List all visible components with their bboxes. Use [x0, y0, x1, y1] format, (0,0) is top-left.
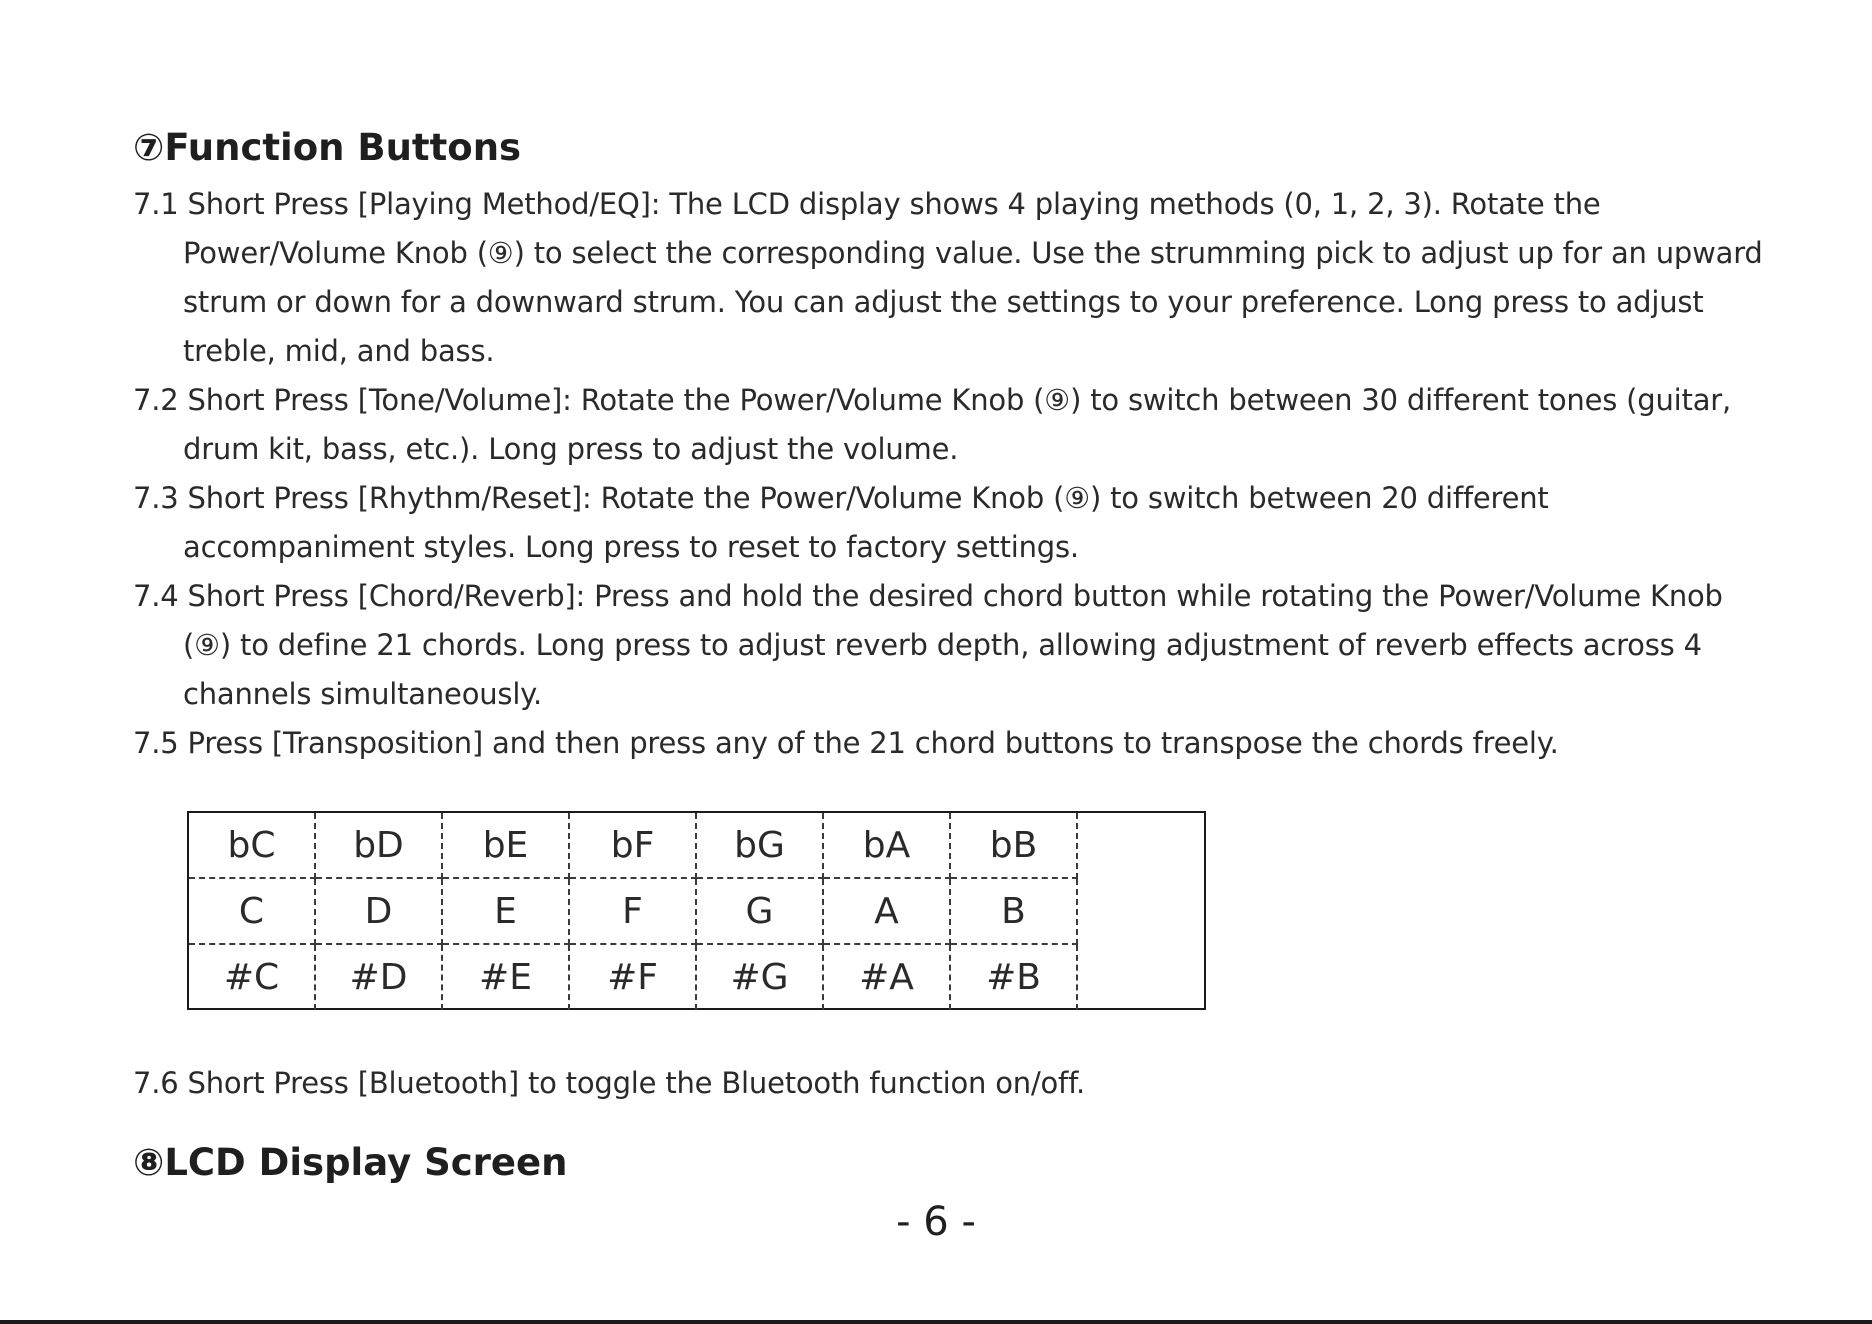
chord-cell: #A: [824, 945, 951, 1010]
chord-cell: bG: [697, 813, 824, 879]
list-item: 7.1 Short Press [Playing Method/EQ]: The LCD display shows 4 playing methods (0, 1, 2, 3). Rotate the Power/Volume Knob (⑨) to select the corresponding value. Use the strumming pick to adjust up for an upward strum or down for a downward strum. You can adjust the settings to your preference. Long press to adjust treble, mid, and bass.: [133, 187, 1763, 368]
chord-table: [187, 811, 1206, 1010]
chord-cell: bE: [443, 813, 570, 879]
chord-cell: B: [951, 879, 1078, 945]
chord-cell: bA: [824, 813, 951, 879]
chord-cell: F: [570, 879, 697, 945]
page-number: - 6 -: [896, 1199, 976, 1245]
list-item: 7.2 Short Press [Tone/Volume]: Rotate the Power/Volume Knob (⑨) to switch between 30 different tones (guitar, drum kit, bass, etc.). Long press to adjust the volume.: [133, 383, 1732, 466]
chord-cell: C: [189, 879, 316, 945]
chord-cell: #F: [570, 945, 697, 1010]
chord-cell: #C: [189, 945, 316, 1010]
chord-cell: #B: [951, 945, 1078, 1010]
chord-cell: A: [824, 879, 951, 945]
chord-cell: G: [697, 879, 824, 945]
section-heading-function-buttons: ⑦Function Buttons: [133, 126, 522, 169]
section-heading-lcd-display: ⑧LCD Display Screen: [133, 1141, 568, 1184]
chord-cell: E: [443, 879, 570, 945]
chord-cell: #E: [443, 945, 570, 1010]
list-item: 7.3 Short Press [Rhythm/Reset]: Rotate the Power/Volume Knob (⑨) to switch between 20 different accompaniment styles. Long press to reset to factory settings.: [133, 481, 1549, 564]
function-buttons-list: [133, 180, 1773, 768]
chord-grid: [189, 813, 1078, 1010]
chord-cell: bD: [316, 813, 443, 879]
chord-cell: D: [316, 879, 443, 945]
bottom-divider: [0, 1320, 1872, 1324]
chord-cell: bF: [570, 813, 697, 879]
list-item: 7.4 Short Press [Chord/Reverb]: Press and hold the desired chord button while rotating the Power/Volume Knob (⑨) to define 21 chords. Long press to adjust reverb depth, allowing adjustment of reverb effects across 4 channels simultaneously.: [133, 579, 1723, 711]
chord-cell: bB: [951, 813, 1078, 879]
list-item: 7.5 Press [Transposition] and then press any of the 21 chord buttons to transpose the chords freely.: [133, 726, 1559, 760]
chord-cell: #D: [316, 945, 443, 1010]
list-item-bluetooth: 7.6 Short Press [Bluetooth] to toggle the Bluetooth function on/off.: [133, 1066, 1085, 1100]
chord-cell: #G: [697, 945, 824, 1010]
chord-cell: bC: [189, 813, 316, 879]
